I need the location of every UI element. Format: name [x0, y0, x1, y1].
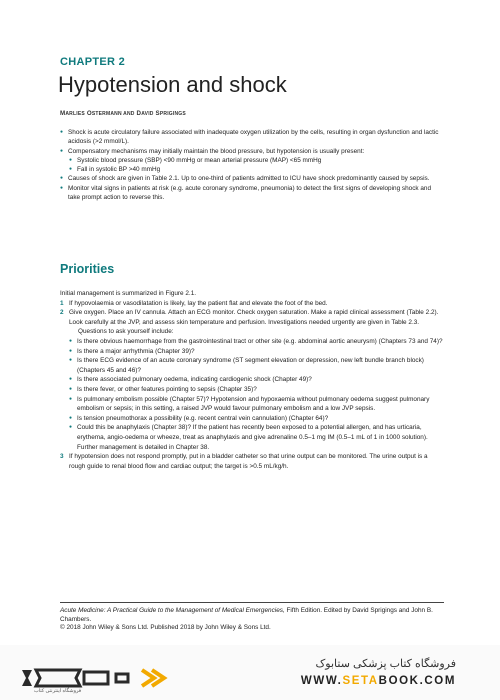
numbered-step: [60, 452, 444, 471]
key-point: ● Shock is acute circulatory failure associated with inadequate oxygen utilization by the cells, resulting in organ dysfunction and lactic acidosis (>2 mmol/L).: [60, 128, 444, 147]
step-text: If hypovolaemia or vasodilatation is likely, lay the patient flat and elevate the foot of the bed.: [69, 299, 328, 307]
step-text: If hypotension does not respond promptly, put in a bladder catheter so that urine output can be monitored. The urine output is a rough guide to renal blood flow and cardiac output; the target is >0.5 mL/kg/h.: [69, 453, 428, 470]
book-title: Acute Medicine: A Practical Guide to the Management of Medical Emergencies,: [60, 607, 285, 614]
author-line: MARLIES OSTERMANN AND DAVID SPRIGINGS: [60, 110, 186, 117]
key-point: ● Monitor vital signs in patients at risk (e.g. acute coronary syndrome, pneumonia) to detect the first signs of developing shock and take prompt action to reverse this.: [60, 184, 444, 203]
question-item: ● Is there obvious haemorrhage from the gastrointestinal tract or other site (e.g. abdominal aortic aneurysm) (Chapters 73 and 74)?: [60, 337, 444, 347]
store-url[interactable]: WWW.SETABOOK.COM: [300, 675, 456, 687]
key-subpoint: ● Systolic blood pressure (SBP) <90 mmHg or mean arterial pressure (MAP) <65 mmHg: [69, 156, 444, 165]
citation-footer: [60, 607, 444, 633]
key-subpoint: ● Fall in systolic BP >40 mmHg: [69, 165, 444, 174]
citation: [60, 607, 444, 624]
step-number: 1: [60, 299, 64, 307]
footer-rule: [60, 602, 444, 603]
edition-editors: Fifth Edition. Edited by David Sprigings and John B. Chambers.: [60, 607, 433, 623]
key-point: ● Compensatory mechanisms may initially maintain the blood pressure, but hypotension is usually present:: [60, 147, 444, 156]
questions-intro: Questions to ask yourself include:: [78, 328, 174, 336]
logo-icon: [20, 666, 170, 690]
copyright: © 2018 John Wiley & Sons Ltd. Published 2018 by John Wiley & Sons Ltd.: [60, 624, 271, 631]
store-name: فروشگاه کتاب پزشکی ستابوک: [315, 658, 456, 670]
step-number: 3: [60, 453, 64, 461]
priorities-intro: Initial management is summarized in Figure 2.1.: [60, 290, 197, 297]
step-text: Give oxygen. Place an IV cannula. Attach an ECG monitor. Check oxygen saturation. Make a rapid clinical assessment (Table 2.2). Look carefully at the JVP, and assess skin temperature and perfusion. Investigations needed urgently are given in Table 2.3.: [69, 309, 439, 326]
question-item: ● Is there fever, or other features pointing to sepsis (Chapter 35)?: [60, 385, 444, 395]
chapter-label: CHAPTER 2: [60, 56, 126, 68]
numbered-step: [60, 299, 444, 309]
section-heading: Priorities: [60, 262, 115, 276]
priorities-body: [60, 289, 444, 471]
key-point: ● Causes of shock are given in Table 2.1. Up to one-third of patients admitted to ICU have shock predominantly caused by sepsis.: [60, 174, 444, 183]
step-number: 2: [60, 309, 64, 317]
logo-subtitle: فروشگاه اینترنتی کتاب: [34, 688, 82, 694]
key-points: [60, 128, 444, 202]
question-item: ● Is there associated pulmonary oedema, indicating cardiogenic shock (Chapter 49)?: [60, 375, 444, 385]
chapter-title: Hypotension and shock: [58, 72, 287, 97]
question-item: ● Is there ECG evidence of an acute coronary syndrome (ST segment elevation or depression, new left bundle branch block) (Chapters 45 and 46)?: [60, 356, 444, 375]
question-item: ● Could this be anaphylaxis (Chapter 38)? If the patient has recently been exposed to a potential allergen, and has urticaria, erythema, angio-oedema or wheeze, treat as anaphylaxis and give adrenaline 0.5–1 mg IM (0.5–1 mL of 1 in 1000 solution). Further management is detailed in Chapter 38.: [60, 423, 444, 452]
question-item: ● Is tension pneumothorax a possibility (e.g. recent central vein cannulation) (Chapter 64)?: [60, 414, 444, 424]
question-item: ● Is pulmonary embolism possible (Chapter 57)? Hypotension and hypoxaemia without pulmonary oedema suggest pulmonary embolism or sepsis; in this setting, a raised JVP would favour pulmonary embolism and a low JVP sepsis.: [60, 395, 444, 414]
question-item: ● Is there a major arrhythmia (Chapter 39)?: [60, 347, 444, 357]
numbered-step: [60, 308, 444, 327]
